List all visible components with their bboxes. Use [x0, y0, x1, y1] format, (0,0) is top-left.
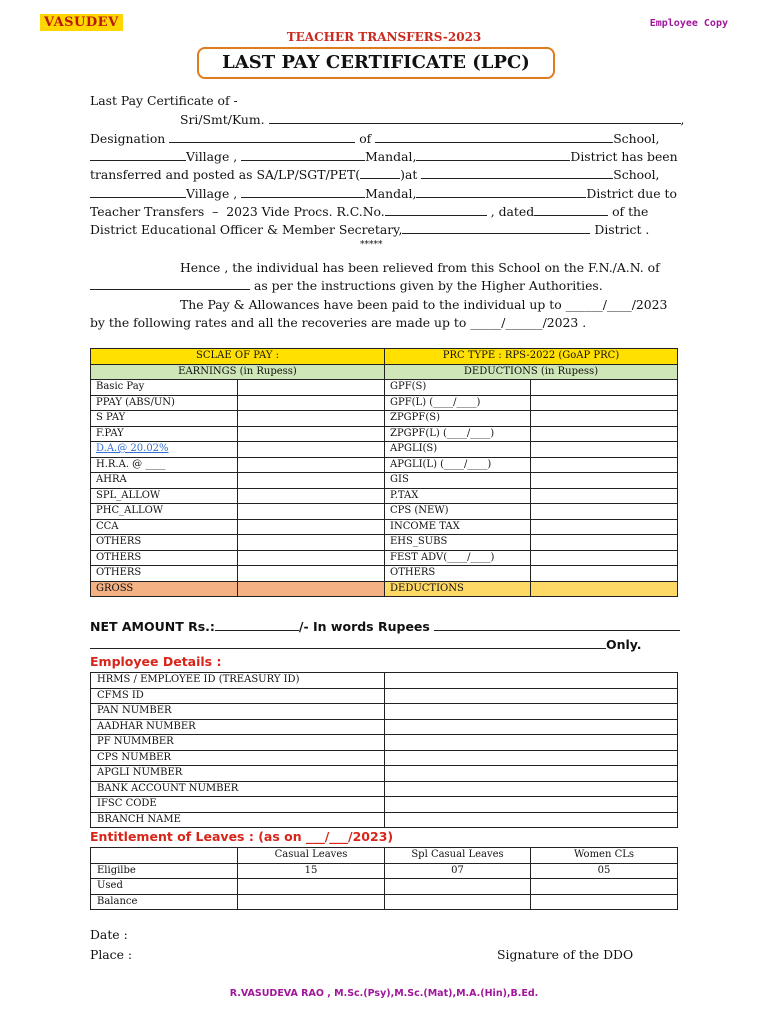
earning-label: SPL_ALLOW	[91, 488, 238, 504]
ddo-signature: Signature of the DDO	[497, 947, 634, 962]
prc-type-cell: PRC TYPE : RPS-2022 (GoAP PRC)	[385, 349, 678, 365]
deduction-value[interactable]	[531, 473, 678, 489]
deduction-label: OTHERS	[385, 566, 531, 582]
table-row	[91, 488, 678, 504]
leaves-cell[interactable]	[531, 879, 678, 895]
employee-table	[90, 672, 678, 828]
table-row	[91, 735, 678, 751]
only-label: Only.	[606, 637, 642, 652]
table-row	[91, 442, 678, 458]
earning-label: OTHERS	[91, 550, 238, 566]
earning-value[interactable]	[238, 488, 385, 504]
employee-field-label: HRMS / EMPLOYEE ID (TREASURY ID)	[91, 673, 385, 689]
col-women-cls: Women CLs	[531, 848, 678, 864]
mandal-label-2: Mandal,	[365, 186, 417, 201]
deduction-value[interactable]	[531, 566, 678, 582]
table-row	[91, 797, 678, 813]
deduction-label: P.TAX	[385, 488, 531, 504]
table-row	[91, 766, 678, 782]
village-line-1	[90, 148, 678, 166]
table-row	[91, 519, 678, 535]
hence-line: Hence , the individual has been relieved from this School on the F.N./A.N. of	[180, 260, 660, 275]
pay-table	[90, 348, 678, 597]
employee-field-value[interactable]	[385, 750, 678, 766]
deo-text: District Educational Officer & Member Secretary,	[90, 222, 403, 237]
deduction-label: ZPGPF(S)	[385, 411, 531, 427]
leaves-row-label: Used	[91, 879, 238, 895]
earning-value[interactable]	[238, 442, 385, 458]
deduction-label: ZPGPF(L) (____/____)	[385, 426, 531, 442]
leaves-cell[interactable]	[238, 894, 385, 910]
per-instr-text: as per the instructions given by the Higher Authorities.	[253, 278, 603, 293]
earning-value[interactable]	[238, 380, 385, 396]
table-row	[91, 879, 678, 895]
school-label-2: School,	[613, 167, 660, 182]
table-row	[91, 704, 678, 720]
deductions-total-label: DEDUCTIONS	[385, 581, 531, 597]
deduction-label: FEST ADV(____/____)	[385, 550, 531, 566]
earning-label: OTHERS	[91, 566, 238, 582]
employee-field-label: AADHAR NUMBER	[91, 719, 385, 735]
deduction-label: INCOME TAX	[385, 519, 531, 535]
deduction-label: EHS_SUBS	[385, 535, 531, 551]
earning-label: PPAY (ABS/UN)	[91, 395, 238, 411]
leaves-cell[interactable]	[385, 879, 531, 895]
totals-row	[91, 581, 678, 597]
earning-value[interactable]	[238, 550, 385, 566]
earning-value[interactable]	[238, 473, 385, 489]
dated-label: , dated	[490, 204, 535, 219]
deductions-total-value[interactable]	[531, 581, 678, 597]
table-row	[91, 457, 678, 473]
district-due: District due to	[586, 186, 677, 201]
earning-label: PHC_ALLOW	[91, 504, 238, 520]
table-row	[91, 473, 678, 489]
employee-details-heading: Employee Details :	[90, 654, 222, 669]
name-line: Sri/Smt/Kum. ,	[180, 112, 685, 127]
district-end: District .	[594, 222, 650, 237]
deduction-label: GPF(L) (____/____)	[385, 395, 531, 411]
deduction-value[interactable]	[531, 535, 678, 551]
of-the-label: of the	[612, 204, 649, 219]
table-row	[91, 566, 678, 582]
earning-value[interactable]	[238, 411, 385, 427]
separator-stars: *****	[360, 240, 383, 250]
table-row	[91, 550, 678, 566]
deduction-value[interactable]	[531, 380, 678, 396]
leaves-header-row	[91, 848, 678, 864]
procs-line	[90, 203, 648, 221]
leaves-cell[interactable]	[385, 894, 531, 910]
pay-paid-line: The Pay & Allowances have been paid to the individual up to ______/____/2023	[180, 297, 668, 312]
deduction-value[interactable]	[531, 426, 678, 442]
earning-value[interactable]	[238, 504, 385, 520]
earning-value[interactable]	[238, 535, 385, 551]
name-prefix: Sri/Smt/Kum.	[180, 112, 265, 127]
earnings-header: EARNINGS (in Rupess)	[91, 364, 385, 380]
earning-label: F.PAY	[91, 426, 238, 442]
footer-credit: R.VASUDEVA RAO , M.Sc.(Psy),M.Sc.(Mat),M.A.(Hin),B.Ed.	[229, 988, 539, 999]
employee-field-label: PF NUMMBER	[91, 735, 385, 751]
deduction-label: CPS (NEW)	[385, 504, 531, 520]
net-amount-label: NET AMOUNT Rs.:	[90, 619, 215, 634]
col-spl-casual-leaves: Spl Casual Leaves	[385, 848, 531, 864]
table-row	[91, 504, 678, 520]
leaves-corner	[91, 848, 238, 864]
table-row	[91, 863, 678, 879]
village-line-2	[90, 185, 677, 203]
earning-label: Basic Pay	[91, 380, 238, 396]
page-title: LAST PAY CERTIFICATE (LPC)	[197, 47, 555, 79]
deduction-value[interactable]	[531, 519, 678, 535]
in-words-label: /- In words Rupees	[298, 619, 430, 634]
gross-value[interactable]	[238, 581, 385, 597]
table-row	[91, 411, 678, 427]
school-label: School,	[613, 131, 660, 146]
earning-label: AHRA	[91, 473, 238, 489]
deduction-label: GIS	[385, 473, 531, 489]
employee-field-value[interactable]	[385, 688, 678, 704]
earning-value[interactable]	[238, 395, 385, 411]
intro-text: Last Pay Certificate of -	[90, 93, 238, 108]
per-instr-line	[90, 277, 603, 295]
leaves-cell[interactable]	[531, 894, 678, 910]
leaves-cell[interactable]: 15	[238, 863, 385, 879]
employee-field-value[interactable]	[385, 766, 678, 782]
leaves-cell[interactable]: 07	[385, 863, 531, 879]
deduction-label: APGLI(S)	[385, 442, 531, 458]
employee-field-value[interactable]	[385, 719, 678, 735]
table-row	[91, 535, 678, 551]
transferred-line	[90, 166, 660, 184]
procs-text: Teacher Transfers – 2023 Vide Procs. R.C.No.	[90, 204, 385, 219]
of-label: of	[359, 131, 372, 146]
earning-label: S PAY	[91, 411, 238, 427]
leaves-cell[interactable]: 05	[531, 863, 678, 879]
table-row	[91, 395, 678, 411]
transferred-text: transferred and posted as SA/LP/SGT/PET(	[90, 167, 361, 182]
earning-value[interactable]	[238, 566, 385, 582]
col-casual-leaves: Casual Leaves	[238, 848, 385, 864]
table-row	[91, 781, 678, 797]
table-row	[91, 812, 678, 828]
leaves-row-label: Eligilbe	[91, 863, 238, 879]
table-row	[91, 719, 678, 735]
deduction-label: GPF(S)	[385, 380, 531, 396]
gross-label: GROSS	[91, 581, 238, 597]
deduction-value[interactable]	[531, 411, 678, 427]
leaves-heading: Entitlement of Leaves : (as on ___/___/2023)	[90, 829, 394, 844]
deduction-value[interactable]	[531, 504, 678, 520]
employee-field-label: BRANCH NAME	[91, 812, 385, 828]
deduction-label: APGLI(L) (____/____)	[385, 457, 531, 473]
deduction-value[interactable]	[531, 395, 678, 411]
earning-value[interactable]	[238, 457, 385, 473]
table-row	[91, 426, 678, 442]
table-row	[91, 688, 678, 704]
net-amount-line	[90, 618, 680, 634]
deduction-value[interactable]	[531, 457, 678, 473]
earning-label: OTHERS	[91, 535, 238, 551]
employee-field-value[interactable]	[385, 673, 678, 689]
designation-label: Designation	[90, 131, 166, 146]
earning-value[interactable]	[238, 519, 385, 535]
only-line	[90, 636, 642, 652]
earning-value[interactable]	[238, 426, 385, 442]
village-label-2: Village ,	[186, 186, 238, 201]
employee-field-value[interactable]	[385, 797, 678, 813]
table-row	[91, 380, 678, 396]
employee-field-value[interactable]	[385, 704, 678, 720]
table-row	[91, 673, 678, 689]
brand-label: VASUDEV	[40, 14, 123, 31]
designation-line	[90, 130, 659, 148]
date-label: Date :	[90, 927, 128, 942]
deduction-value[interactable]	[531, 488, 678, 504]
deo-line	[90, 221, 649, 239]
leaves-cell[interactable]	[238, 879, 385, 895]
da-link[interactable]: D.A.@ 20.02%	[91, 442, 238, 458]
earning-label: H.R.A. @ ____	[91, 457, 238, 473]
table-row	[91, 750, 678, 766]
deductions-header: DEDUCTIONS (in Rupess)	[385, 364, 678, 380]
mandal-label: Mandal,	[365, 149, 417, 164]
employee-field-label: BANK ACCOUNT NUMBER	[91, 781, 385, 797]
employee-field-value[interactable]	[385, 735, 678, 751]
employee-field-label: PAN NUMBER	[91, 704, 385, 720]
employee-field-label: CFMS ID	[91, 688, 385, 704]
employee-field-value[interactable]	[385, 781, 678, 797]
copy-label: Employee Copy	[649, 18, 728, 29]
subtitle: TEACHER TRANSFERS-2023	[286, 30, 482, 44]
leaves-row-label: Balance	[91, 894, 238, 910]
deduction-value[interactable]	[531, 442, 678, 458]
place-label: Place :	[90, 947, 133, 962]
following-line: by the following rates and all the recoveries are made up to _____/______/2023 .	[90, 315, 587, 330]
deduction-value[interactable]	[531, 550, 678, 566]
district-been: District has been	[570, 149, 678, 164]
at-label: )at	[400, 167, 418, 182]
earning-label: CCA	[91, 519, 238, 535]
employee-field-label: APGLI NUMBER	[91, 766, 385, 782]
scale-of-pay-cell: SCLAE OF PAY :	[91, 349, 385, 365]
employee-field-label: IFSC CODE	[91, 797, 385, 813]
employee-field-value[interactable]	[385, 812, 678, 828]
village-label: Village ,	[186, 149, 238, 164]
leaves-table	[90, 847, 678, 910]
table-row	[91, 894, 678, 910]
employee-field-label: CPS NUMBER	[91, 750, 385, 766]
